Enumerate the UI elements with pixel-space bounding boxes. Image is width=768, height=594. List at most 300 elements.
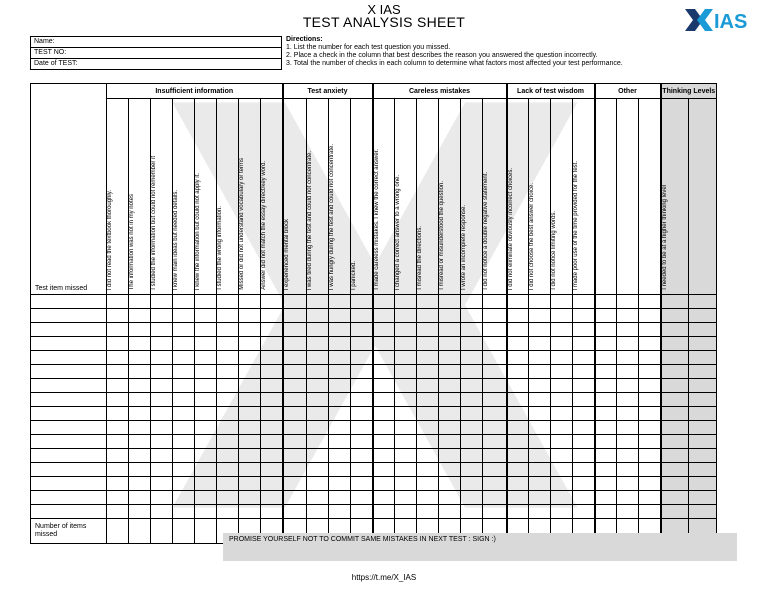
entry-cell[interactable] <box>689 505 717 519</box>
entry-cell[interactable] <box>239 421 261 435</box>
entry-cell[interactable] <box>661 337 689 351</box>
entry-cell[interactable] <box>439 365 461 379</box>
entry-cell[interactable] <box>573 491 595 505</box>
entry-cell[interactable] <box>529 421 551 435</box>
entry-cell[interactable] <box>239 449 261 463</box>
entry-cell[interactable] <box>689 435 717 449</box>
entry-cell[interactable] <box>439 393 461 407</box>
entry-cell[interactable] <box>617 379 639 393</box>
entry-cell[interactable] <box>573 351 595 365</box>
entry-cell[interactable] <box>373 449 395 463</box>
entry-cell[interactable] <box>151 365 173 379</box>
entry-cell[interactable] <box>195 463 217 477</box>
entry-cell[interactable] <box>661 295 689 309</box>
entry-cell[interactable] <box>195 295 217 309</box>
entry-cell[interactable] <box>283 463 307 477</box>
entry-cell[interactable] <box>417 295 439 309</box>
entry-cell[interactable] <box>595 421 617 435</box>
entry-cell[interactable] <box>461 295 483 309</box>
entry-cell[interactable] <box>395 337 417 351</box>
entry-cell[interactable] <box>173 323 195 337</box>
entry-cell[interactable] <box>307 463 329 477</box>
entry-cell[interactable] <box>351 505 373 519</box>
entry-cell[interactable] <box>107 477 129 491</box>
entry-cell[interactable] <box>529 337 551 351</box>
entry-cell[interactable] <box>529 351 551 365</box>
entry-cell[interactable] <box>395 463 417 477</box>
entry-cell[interactable] <box>173 365 195 379</box>
entry-cell[interactable] <box>329 407 351 421</box>
entry-cell[interactable] <box>639 421 661 435</box>
entry-cell[interactable] <box>283 505 307 519</box>
entry-cell[interactable] <box>151 295 173 309</box>
total-cell[interactable] <box>173 519 195 544</box>
entry-cell[interactable] <box>239 365 261 379</box>
entry-cell[interactable] <box>373 421 395 435</box>
entry-cell[interactable] <box>551 407 573 421</box>
entry-cell[interactable] <box>483 421 507 435</box>
entry-cell[interactable] <box>573 393 595 407</box>
entry-cell[interactable] <box>617 435 639 449</box>
entry-cell[interactable] <box>395 295 417 309</box>
entry-cell[interactable] <box>507 449 529 463</box>
entry-cell[interactable] <box>307 421 329 435</box>
entry-cell[interactable] <box>417 309 439 323</box>
entry-cell[interactable] <box>639 393 661 407</box>
entry-cell[interactable] <box>195 351 217 365</box>
entry-cell[interactable] <box>529 463 551 477</box>
entry-cell[interactable] <box>529 379 551 393</box>
entry-cell[interactable] <box>373 505 395 519</box>
entry-cell[interactable] <box>151 421 173 435</box>
entry-cell[interactable] <box>261 295 283 309</box>
total-cell[interactable] <box>195 519 217 544</box>
entry-cell[interactable] <box>639 491 661 505</box>
entry-cell[interactable] <box>617 337 639 351</box>
entry-cell[interactable] <box>329 309 351 323</box>
entry-cell[interactable] <box>195 505 217 519</box>
entry-cell[interactable] <box>129 379 151 393</box>
entry-cell[interactable] <box>439 463 461 477</box>
entry-cell[interactable] <box>507 323 529 337</box>
entry-cell[interactable] <box>217 407 239 421</box>
entry-cell[interactable] <box>351 435 373 449</box>
entry-cell[interactable] <box>261 491 283 505</box>
entry-cell[interactable] <box>639 505 661 519</box>
entry-cell[interactable] <box>573 505 595 519</box>
entry-cell[interactable] <box>261 379 283 393</box>
entry-cell[interactable] <box>261 309 283 323</box>
entry-cell[interactable] <box>573 309 595 323</box>
entry-cell[interactable] <box>173 393 195 407</box>
entry-cell[interactable] <box>195 421 217 435</box>
entry-cell[interactable] <box>129 337 151 351</box>
entry-cell[interactable] <box>417 463 439 477</box>
entry-cell[interactable] <box>507 379 529 393</box>
entry-cell[interactable] <box>395 407 417 421</box>
entry-cell[interactable] <box>107 421 129 435</box>
entry-cell[interactable] <box>417 407 439 421</box>
entry-cell[interactable] <box>173 421 195 435</box>
entry-cell[interactable] <box>261 477 283 491</box>
entry-cell[interactable] <box>661 407 689 421</box>
entry-cell[interactable] <box>483 295 507 309</box>
entry-cell[interactable] <box>239 323 261 337</box>
entry-cell[interactable] <box>373 393 395 407</box>
entry-cell[interactable] <box>239 337 261 351</box>
entry-cell[interactable] <box>261 365 283 379</box>
entry-cell[interactable] <box>107 351 129 365</box>
entry-cell[interactable] <box>551 491 573 505</box>
entry-cell[interactable] <box>107 393 129 407</box>
entry-cell[interactable] <box>129 323 151 337</box>
entry-cell[interactable] <box>461 351 483 365</box>
entry-cell[interactable] <box>689 379 717 393</box>
entry-cell[interactable] <box>529 491 551 505</box>
entry-cell[interactable] <box>307 309 329 323</box>
entry-cell[interactable] <box>551 449 573 463</box>
entry-cell[interactable] <box>639 351 661 365</box>
entry-cell[interactable] <box>551 309 573 323</box>
entry-cell[interactable] <box>351 407 373 421</box>
entry-cell[interactable] <box>31 463 107 477</box>
entry-cell[interactable] <box>507 505 529 519</box>
entry-cell[interactable] <box>461 393 483 407</box>
entry-cell[interactable] <box>439 379 461 393</box>
entry-cell[interactable] <box>617 295 639 309</box>
entry-cell[interactable] <box>283 379 307 393</box>
entry-cell[interactable] <box>107 449 129 463</box>
entry-cell[interactable] <box>689 323 717 337</box>
entry-cell[interactable] <box>483 379 507 393</box>
entry-cell[interactable] <box>129 449 151 463</box>
entry-cell[interactable] <box>507 295 529 309</box>
entry-cell[interactable] <box>151 323 173 337</box>
entry-cell[interactable] <box>329 365 351 379</box>
entry-cell[interactable] <box>151 463 173 477</box>
entry-cell[interactable] <box>129 351 151 365</box>
entry-cell[interactable] <box>507 421 529 435</box>
entry-cell[interactable] <box>461 309 483 323</box>
entry-cell[interactable] <box>373 351 395 365</box>
entry-cell[interactable] <box>239 295 261 309</box>
entry-cell[interactable] <box>639 463 661 477</box>
entry-cell[interactable] <box>261 337 283 351</box>
entry-cell[interactable] <box>529 393 551 407</box>
entry-cell[interactable] <box>151 337 173 351</box>
entry-cell[interactable] <box>661 351 689 365</box>
entry-cell[interactable] <box>507 309 529 323</box>
entry-cell[interactable] <box>529 449 551 463</box>
entry-cell[interactable] <box>307 337 329 351</box>
entry-cell[interactable] <box>617 351 639 365</box>
entry-cell[interactable] <box>173 463 195 477</box>
entry-cell[interactable] <box>283 491 307 505</box>
entry-cell[interactable] <box>573 477 595 491</box>
entry-cell[interactable] <box>395 491 417 505</box>
entry-cell[interactable] <box>107 337 129 351</box>
entry-cell[interactable] <box>31 407 107 421</box>
entry-cell[interactable] <box>689 351 717 365</box>
entry-cell[interactable] <box>439 421 461 435</box>
entry-cell[interactable] <box>661 323 689 337</box>
entry-cell[interactable] <box>195 323 217 337</box>
entry-cell[interactable] <box>483 477 507 491</box>
entry-cell[interactable] <box>151 351 173 365</box>
entry-cell[interactable] <box>239 435 261 449</box>
entry-cell[interactable] <box>329 463 351 477</box>
entry-cell[interactable] <box>217 393 239 407</box>
entry-cell[interactable] <box>417 365 439 379</box>
entry-cell[interactable] <box>31 477 107 491</box>
entry-cell[interactable] <box>439 449 461 463</box>
entry-cell[interactable] <box>31 309 107 323</box>
entry-cell[interactable] <box>395 421 417 435</box>
entry-cell[interactable] <box>329 393 351 407</box>
entry-cell[interactable] <box>107 463 129 477</box>
entry-cell[interactable] <box>417 393 439 407</box>
entry-cell[interactable] <box>461 435 483 449</box>
entry-cell[interactable] <box>217 491 239 505</box>
entry-cell[interactable] <box>573 365 595 379</box>
entry-cell[interactable] <box>261 463 283 477</box>
entry-cell[interactable] <box>507 365 529 379</box>
entry-cell[interactable] <box>395 309 417 323</box>
entry-cell[interactable] <box>439 323 461 337</box>
entry-cell[interactable] <box>573 449 595 463</box>
entry-cell[interactable] <box>195 407 217 421</box>
entry-cell[interactable] <box>173 407 195 421</box>
entry-cell[interactable] <box>31 421 107 435</box>
entry-cell[interactable] <box>661 309 689 323</box>
entry-cell[interactable] <box>373 435 395 449</box>
entry-cell[interactable] <box>373 295 395 309</box>
entry-cell[interactable] <box>329 379 351 393</box>
entry-cell[interactable] <box>573 435 595 449</box>
entry-cell[interactable] <box>31 491 107 505</box>
entry-cell[interactable] <box>217 351 239 365</box>
entry-cell[interactable] <box>31 393 107 407</box>
entry-cell[interactable] <box>107 309 129 323</box>
entry-cell[interactable] <box>507 435 529 449</box>
entry-cell[interactable] <box>395 449 417 463</box>
entry-cell[interactable] <box>239 393 261 407</box>
entry-cell[interactable] <box>439 295 461 309</box>
entry-cell[interactable] <box>439 337 461 351</box>
entry-cell[interactable] <box>507 351 529 365</box>
entry-cell[interactable] <box>689 337 717 351</box>
total-cell[interactable] <box>129 519 151 544</box>
entry-cell[interactable] <box>507 393 529 407</box>
entry-cell[interactable] <box>31 379 107 393</box>
entry-cell[interactable] <box>283 323 307 337</box>
entry-cell[interactable] <box>239 477 261 491</box>
entry-cell[interactable] <box>261 449 283 463</box>
entry-cell[interactable] <box>107 365 129 379</box>
entry-cell[interactable] <box>173 435 195 449</box>
entry-cell[interactable] <box>173 505 195 519</box>
entry-cell[interactable] <box>351 351 373 365</box>
entry-cell[interactable] <box>239 463 261 477</box>
entry-cell[interactable] <box>617 505 639 519</box>
entry-cell[interactable] <box>417 379 439 393</box>
entry-cell[interactable] <box>551 379 573 393</box>
entry-cell[interactable] <box>661 505 689 519</box>
entry-cell[interactable] <box>639 337 661 351</box>
entry-cell[interactable] <box>217 365 239 379</box>
entry-cell[interactable] <box>283 309 307 323</box>
entry-cell[interactable] <box>129 463 151 477</box>
entry-cell[interactable] <box>617 421 639 435</box>
entry-cell[interactable] <box>373 463 395 477</box>
entry-cell[interactable] <box>483 365 507 379</box>
entry-cell[interactable] <box>595 379 617 393</box>
entry-cell[interactable] <box>573 323 595 337</box>
entry-cell[interactable] <box>329 421 351 435</box>
entry-cell[interactable] <box>351 463 373 477</box>
entry-cell[interactable] <box>395 351 417 365</box>
entry-cell[interactable] <box>439 407 461 421</box>
entry-cell[interactable] <box>483 435 507 449</box>
entry-cell[interactable] <box>173 337 195 351</box>
entry-cell[interactable] <box>151 379 173 393</box>
entry-cell[interactable] <box>329 505 351 519</box>
entry-cell[interactable] <box>107 323 129 337</box>
entry-cell[interactable] <box>529 365 551 379</box>
entry-cell[interactable] <box>151 407 173 421</box>
entry-cell[interactable] <box>283 365 307 379</box>
entry-cell[interactable] <box>329 295 351 309</box>
entry-cell[interactable] <box>329 351 351 365</box>
entry-cell[interactable] <box>283 295 307 309</box>
entry-cell[interactable] <box>551 295 573 309</box>
entry-cell[interactable] <box>217 295 239 309</box>
entry-cell[interactable] <box>195 365 217 379</box>
entry-cell[interactable] <box>617 449 639 463</box>
entry-cell[interactable] <box>689 365 717 379</box>
entry-cell[interactable] <box>483 323 507 337</box>
entry-cell[interactable] <box>617 407 639 421</box>
entry-cell[interactable] <box>639 295 661 309</box>
total-cell[interactable] <box>151 519 173 544</box>
entry-cell[interactable] <box>307 379 329 393</box>
entry-cell[interactable] <box>283 351 307 365</box>
entry-cell[interactable] <box>689 309 717 323</box>
entry-cell[interactable] <box>151 435 173 449</box>
entry-cell[interactable] <box>617 463 639 477</box>
entry-cell[interactable] <box>107 295 129 309</box>
entry-cell[interactable] <box>395 435 417 449</box>
entry-cell[interactable] <box>173 379 195 393</box>
entry-cell[interactable] <box>689 463 717 477</box>
entry-cell[interactable] <box>151 491 173 505</box>
entry-cell[interactable] <box>417 435 439 449</box>
entry-cell[interactable] <box>173 309 195 323</box>
entry-cell[interactable] <box>689 449 717 463</box>
entry-cell[interactable] <box>417 337 439 351</box>
entry-cell[interactable] <box>551 337 573 351</box>
entry-cell[interactable] <box>595 351 617 365</box>
entry-cell[interactable] <box>261 435 283 449</box>
entry-cell[interactable] <box>283 421 307 435</box>
entry-cell[interactable] <box>31 365 107 379</box>
name-field[interactable]: Name: <box>31 37 282 48</box>
entry-cell[interactable] <box>31 323 107 337</box>
entry-cell[interactable] <box>573 421 595 435</box>
entry-cell[interactable] <box>129 295 151 309</box>
entry-cell[interactable] <box>507 477 529 491</box>
entry-cell[interactable] <box>573 295 595 309</box>
entry-cell[interactable] <box>173 449 195 463</box>
entry-cell[interactable] <box>661 491 689 505</box>
entry-cell[interactable] <box>329 491 351 505</box>
entry-cell[interactable] <box>239 491 261 505</box>
entry-cell[interactable] <box>31 295 107 309</box>
entry-cell[interactable] <box>417 449 439 463</box>
entry-cell[interactable] <box>307 351 329 365</box>
entry-cell[interactable] <box>151 477 173 491</box>
entry-cell[interactable] <box>483 309 507 323</box>
entry-cell[interactable] <box>373 477 395 491</box>
entry-cell[interactable] <box>373 323 395 337</box>
entry-cell[interactable] <box>195 449 217 463</box>
entry-cell[interactable] <box>217 379 239 393</box>
entry-cell[interactable] <box>31 337 107 351</box>
entry-cell[interactable] <box>461 421 483 435</box>
entry-cell[interactable] <box>173 351 195 365</box>
entry-cell[interactable] <box>351 449 373 463</box>
entry-cell[interactable] <box>595 323 617 337</box>
entry-cell[interactable] <box>351 379 373 393</box>
date-field[interactable]: Date of TEST: <box>31 59 282 70</box>
entry-cell[interactable] <box>595 309 617 323</box>
entry-cell[interactable] <box>439 351 461 365</box>
entry-cell[interactable] <box>617 309 639 323</box>
entry-cell[interactable] <box>595 463 617 477</box>
entry-cell[interactable] <box>329 337 351 351</box>
entry-cell[interactable] <box>395 365 417 379</box>
entry-cell[interactable] <box>639 435 661 449</box>
entry-cell[interactable] <box>217 337 239 351</box>
total-cell[interactable] <box>107 519 129 544</box>
entry-cell[interactable] <box>507 463 529 477</box>
entry-cell[interactable] <box>573 407 595 421</box>
entry-cell[interactable] <box>31 435 107 449</box>
entry-cell[interactable] <box>351 323 373 337</box>
entry-cell[interactable] <box>439 477 461 491</box>
entry-cell[interactable] <box>573 379 595 393</box>
entry-cell[interactable] <box>283 337 307 351</box>
entry-cell[interactable] <box>373 365 395 379</box>
entry-cell[interactable] <box>373 407 395 421</box>
entry-cell[interactable] <box>617 323 639 337</box>
entry-cell[interactable] <box>461 379 483 393</box>
entry-cell[interactable] <box>31 505 107 519</box>
entry-cell[interactable] <box>529 407 551 421</box>
entry-cell[interactable] <box>395 505 417 519</box>
entry-cell[interactable] <box>639 309 661 323</box>
entry-cell[interactable] <box>329 477 351 491</box>
entry-cell[interactable] <box>689 477 717 491</box>
entry-cell[interactable] <box>217 477 239 491</box>
entry-cell[interactable] <box>529 309 551 323</box>
entry-cell[interactable] <box>173 295 195 309</box>
entry-cell[interactable] <box>239 407 261 421</box>
entry-cell[interactable] <box>129 477 151 491</box>
entry-cell[interactable] <box>461 337 483 351</box>
entry-cell[interactable] <box>239 309 261 323</box>
entry-cell[interactable] <box>483 463 507 477</box>
